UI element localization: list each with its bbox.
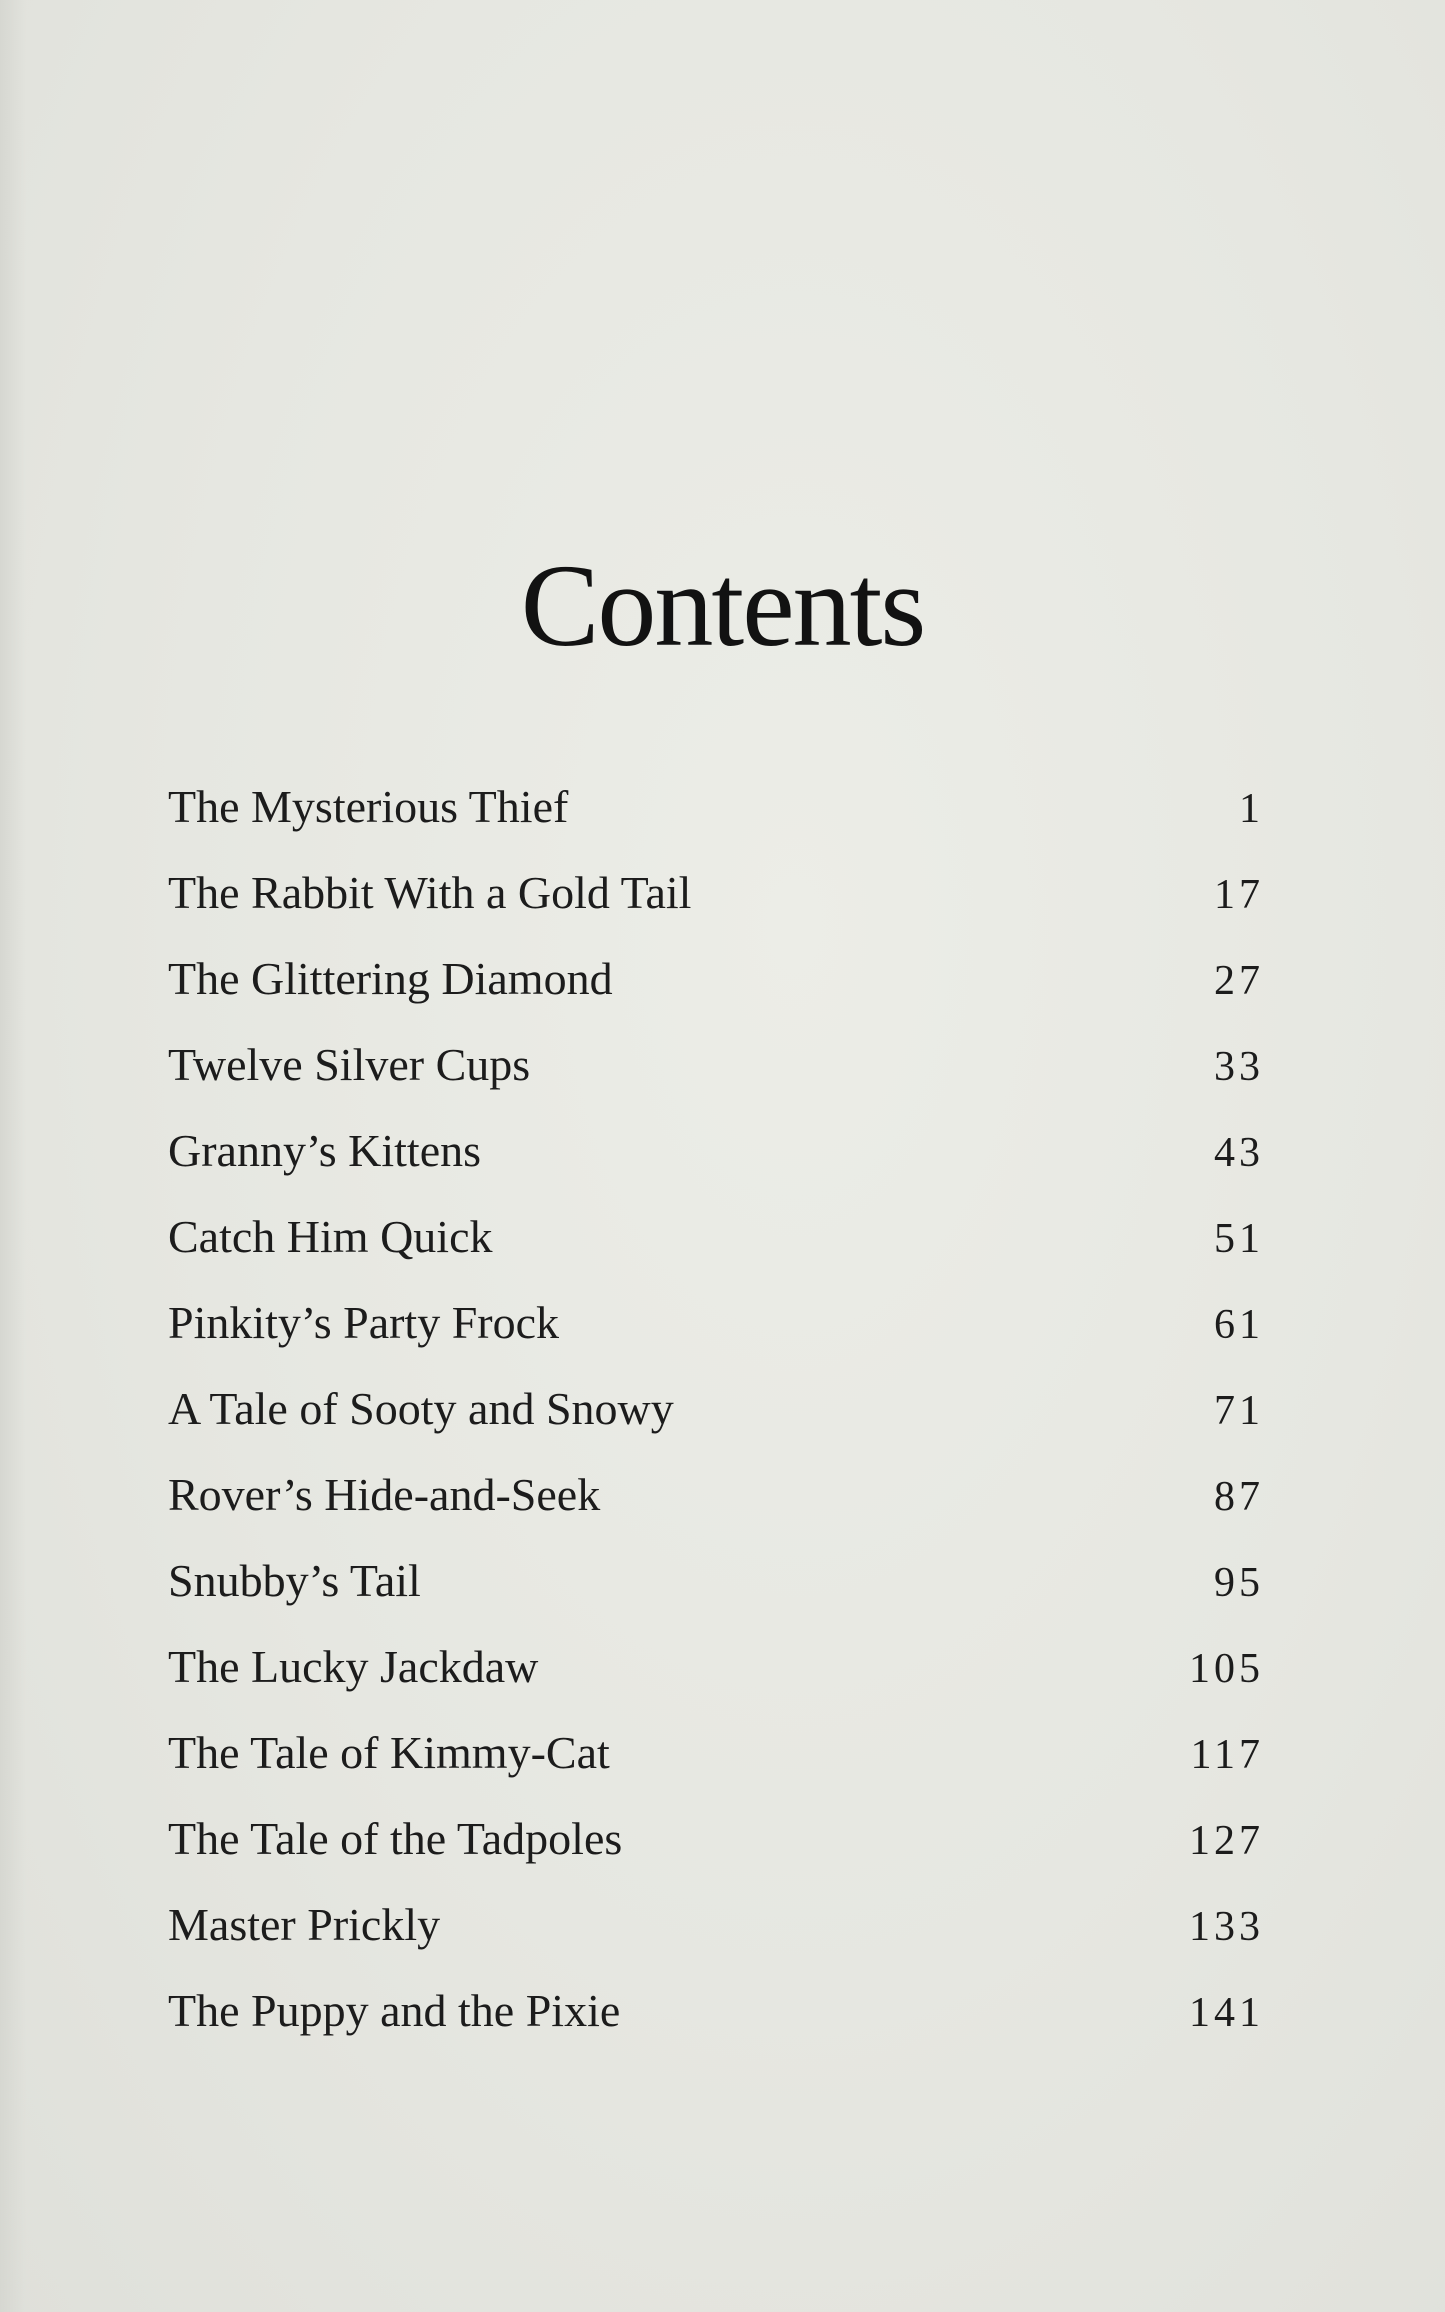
- toc-entry-page: 133: [1189, 1904, 1264, 1950]
- toc-entry-title: The Puppy and the Pixie: [168, 1985, 621, 2036]
- toc-entry-page: 1: [1239, 786, 1264, 832]
- table-of-contents: [168, 750, 1264, 2040]
- toc-entry-page: 33: [1214, 1044, 1264, 1090]
- toc-entry: [168, 750, 1264, 836]
- toc-entry-page: 71: [1214, 1388, 1264, 1434]
- toc-entry-page: 95: [1214, 1560, 1264, 1606]
- toc-entry-title: The Rabbit With a Gold Tail: [168, 867, 692, 918]
- toc-entry-page: 105: [1189, 1646, 1264, 1692]
- toc-entry-title: The Lucky Jackdaw: [168, 1641, 539, 1692]
- toc-entry-title: The Tale of the Tadpoles: [168, 1813, 623, 1864]
- toc-entry-page: 61: [1214, 1302, 1264, 1348]
- toc-entry-title: A Tale of Sooty and Snowy: [168, 1383, 674, 1434]
- toc-entry-title: The Mysterious Thief: [168, 781, 569, 832]
- toc-entry-page: 141: [1189, 1990, 1264, 2036]
- toc-entry-title: Snubby’s Tail: [168, 1555, 421, 1606]
- toc-entry-title: Catch Him Quick: [168, 1211, 493, 1262]
- toc-entry-title: The Tale of Kimmy-Cat: [168, 1727, 610, 1778]
- toc-entry-page: 27: [1214, 958, 1264, 1004]
- toc-entry-page: 43: [1214, 1130, 1264, 1176]
- page-binding-edge: [0, 0, 26, 2312]
- toc-entry-title: Master Prickly: [168, 1899, 441, 1950]
- toc-entry-page: 51: [1214, 1216, 1264, 1262]
- toc-entry-title: Twelve Silver Cups: [168, 1039, 531, 1090]
- toc-entry-title: Rover’s Hide-and-Seek: [168, 1469, 601, 1520]
- toc-entry-title: Pinkity’s Party Frock: [168, 1297, 560, 1348]
- toc-entry-page: 127: [1189, 1818, 1264, 1864]
- toc-entry-title: The Glittering Diamond: [168, 953, 613, 1004]
- toc-entry-page: 87: [1214, 1474, 1264, 1520]
- page-title: Contents: [520, 540, 925, 672]
- toc-entry-page: 17: [1214, 872, 1264, 918]
- toc-entry-title: Granny’s Kittens: [168, 1125, 482, 1176]
- toc-entry-page: 117: [1190, 1732, 1264, 1778]
